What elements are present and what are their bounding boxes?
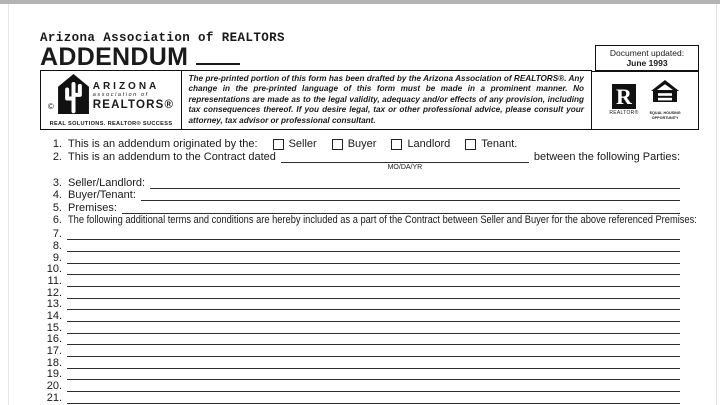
brand-tagline: REAL SOLUTIONS. REALTOR® SUCCESS bbox=[49, 121, 173, 127]
ruled-line-number: 21. bbox=[46, 391, 62, 404]
ruled-line-number: 13. bbox=[46, 298, 62, 311]
doc-title-text: ADDENDUM bbox=[40, 43, 189, 71]
seller-landlord-field[interactable] bbox=[150, 176, 680, 189]
form-line-2 bbox=[40, 150, 716, 171]
checkbox-group-buyer bbox=[332, 138, 377, 150]
page-title bbox=[40, 43, 240, 72]
form-line-3 bbox=[40, 177, 680, 189]
ruled-line-number: 20. bbox=[46, 380, 62, 393]
scan-page-left-edge bbox=[8, 4, 9, 405]
aar-logo-box bbox=[40, 70, 182, 130]
equal-housing-logo bbox=[650, 80, 681, 119]
premises-label: Premises: bbox=[68, 201, 117, 214]
line-number: 2. bbox=[52, 150, 62, 163]
disclaimer-text: The pre-printed portion of this form has been drafted by the Arizona Association of REALTORS®. Any change in the pre-printed language of this form must be made in a prominent manner. No representations are made as to the legal validity, adequacy and/or effects of any provision, including tax consequences thereof. If you desire legal, tax or other professional advice, please consult your attorney, tax advisor or professional consultant. bbox=[188, 74, 584, 125]
ruled-line-number: 8. bbox=[52, 239, 62, 252]
brand-arizona: ARIZONA bbox=[92, 80, 160, 92]
line-number: 1. bbox=[52, 138, 62, 150]
org-title: Arizona Association of REALTORS bbox=[40, 31, 285, 45]
line-number: 4. bbox=[52, 189, 62, 202]
seller-checkbox[interactable] bbox=[273, 139, 284, 150]
copyright-symbol: © bbox=[47, 102, 54, 111]
checkbox-group-seller bbox=[273, 138, 317, 150]
checkbox-group-landlord bbox=[391, 138, 450, 150]
ruled-line-number: 19. bbox=[46, 368, 62, 381]
line-number: 6. bbox=[52, 214, 62, 226]
equal-housing-icon bbox=[650, 92, 680, 109]
logos-box bbox=[591, 71, 699, 130]
ruled-line-field[interactable] bbox=[67, 391, 680, 404]
brand-realtors: REALTORS® bbox=[92, 99, 175, 111]
ruled-line-number: 12. bbox=[46, 286, 62, 299]
buyer-checkbox[interactable] bbox=[332, 139, 343, 150]
document-updated-box bbox=[595, 45, 699, 71]
seller-landlord-label: Seller/Landlord: bbox=[68, 177, 146, 189]
buyer-tenant-label: Buyer/Tenant: bbox=[68, 189, 136, 202]
tenant-checkbox-label: Tenant. bbox=[481, 138, 518, 150]
ruled-line-number: 17. bbox=[46, 345, 62, 358]
premises-field[interactable] bbox=[122, 201, 680, 214]
contract-date-field[interactable] bbox=[281, 150, 529, 171]
ruled-line-number: 11. bbox=[47, 274, 62, 287]
cactus-house-icon bbox=[58, 74, 89, 119]
addendum-number-blank[interactable] bbox=[196, 44, 240, 65]
ruled-line-number: 14. bbox=[46, 310, 62, 322]
equal-housing-label-line2: OPPORTUNITY bbox=[651, 115, 679, 120]
ruled-line-number: 9. bbox=[52, 251, 62, 264]
brand-text bbox=[93, 82, 174, 112]
line-number: 5. bbox=[52, 201, 62, 214]
checkbox-group-tenant bbox=[465, 138, 517, 150]
document-updated-label: Document updated: bbox=[609, 48, 685, 58]
ruled-line-number: 7. bbox=[52, 228, 62, 241]
form-line-4 bbox=[40, 189, 680, 201]
line-number: 3. bbox=[52, 177, 62, 189]
ruled-line-number: 10. bbox=[46, 263, 62, 276]
document-updated-date: June 1993 bbox=[626, 58, 668, 68]
disclaimer-box bbox=[182, 70, 593, 130]
tenant-checkbox[interactable] bbox=[465, 139, 476, 150]
line1-text: This is an addendum originated by the: bbox=[68, 138, 258, 150]
ruled-line-number: 15. bbox=[46, 321, 62, 334]
ruled-line-row bbox=[40, 392, 680, 404]
form-line-1 bbox=[40, 138, 680, 150]
seller-checkbox-label: Seller bbox=[288, 138, 317, 150]
landlord-checkbox[interactable] bbox=[391, 139, 402, 150]
scan-page-right-edge bbox=[716, 4, 717, 405]
line6-text: The following additional terms and conditions are hereby included as a part of the Contract between Seller and Buyer for the above referenced Premises: bbox=[68, 214, 697, 226]
landlord-checkbox-label: Landlord bbox=[407, 138, 451, 150]
equal-housing-label bbox=[650, 111, 681, 119]
ruled-line-number: 18. bbox=[46, 356, 62, 369]
buyer-tenant-field[interactable] bbox=[141, 188, 680, 201]
form-line-6 bbox=[40, 214, 697, 226]
equal-housing-label-line1: EQUAL HOUSING bbox=[649, 111, 681, 116]
realtor-label: REALTOR® bbox=[609, 110, 639, 116]
buyer-checkbox-label: Buyer bbox=[347, 138, 377, 150]
line2-text-after: between the following Parties: bbox=[533, 150, 681, 163]
line2-text-before: This is an addendum to the Contract dated bbox=[68, 150, 276, 163]
scan-page-top-edge bbox=[0, 0, 720, 4]
ruled-line-number: 16. bbox=[46, 333, 62, 346]
form-line-5 bbox=[40, 202, 680, 214]
date-format-label: MO/DA/YR bbox=[387, 164, 423, 171]
ruled-lines bbox=[40, 229, 680, 404]
realtor-r-icon: R bbox=[612, 84, 636, 109]
brand-association-of: association of bbox=[92, 92, 149, 98]
realtor-logo bbox=[609, 84, 638, 116]
